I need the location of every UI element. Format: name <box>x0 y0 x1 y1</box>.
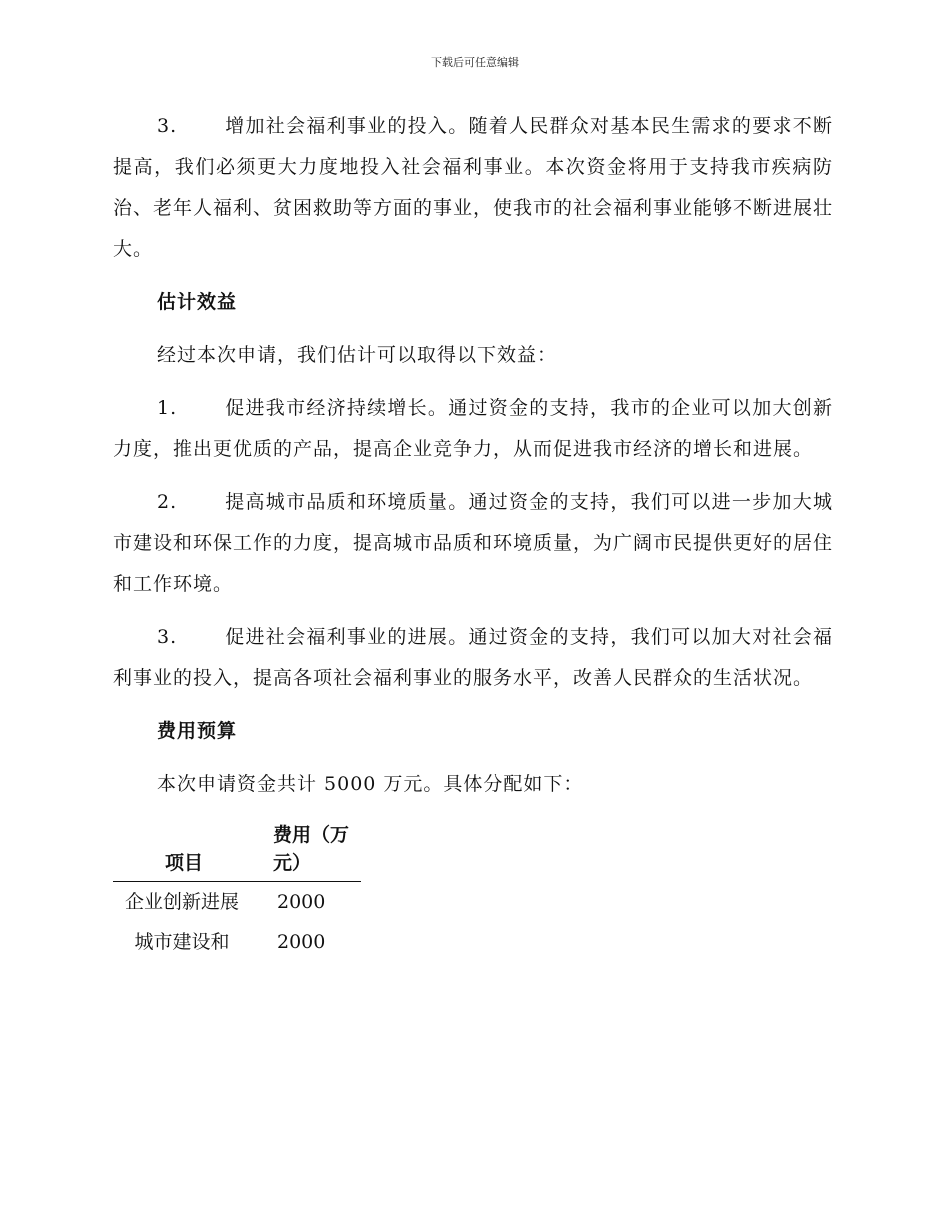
column-header-cost: 费用（万元） <box>273 824 350 874</box>
table-header-row <box>113 821 361 882</box>
list-item <box>113 388 833 470</box>
item-number: 3. <box>157 626 178 648</box>
item-text: 促进我市经济持续增长。通过资金的支持，我市的企业可以加大创新力度，推出更优质的产品，提高企业竞争力，从而促进我市经济的增长和进展。 <box>113 397 833 460</box>
item-text: 促进社会福利事业的进展。通过资金的支持，我们可以加大对社会福利事业的投入，提高各项社会福利事业的服务水平，改善人民群众的生活状况。 <box>113 626 833 689</box>
table-cell-cost: 2000 <box>277 891 326 913</box>
page-header: 下载后可任意编辑 <box>431 56 519 69</box>
item-text: 提高城市品质和环境质量。通过资金的支持，我们可以进一步加大城市建设和环保工作的力度，提高城市品质和环境质量，为广阔市民提供更好的居住和工作环境。 <box>113 491 834 595</box>
table-row <box>113 882 361 923</box>
section-heading-budget: 费用预算 <box>157 720 238 742</box>
table-row <box>113 922 361 962</box>
table-cell-project: 企业创新进展 <box>124 891 239 913</box>
benefit-intro: 经过本次申请，我们估计可以取得以下效益： <box>157 344 558 366</box>
list-item <box>113 482 833 605</box>
list-item <box>113 617 833 699</box>
section-heading-benefits: 估计效益 <box>157 291 238 313</box>
column-header-project: 项目 <box>164 852 203 874</box>
table-cell-project: 城市建设和 <box>134 931 230 953</box>
item-number: 3. <box>157 115 178 137</box>
document-body <box>113 106 833 962</box>
budget-table <box>113 821 361 962</box>
budget-intro: 本次申请资金共计 5000 万元。具体分配如下： <box>157 773 584 795</box>
list-item <box>113 106 833 270</box>
item-text: 增加社会福利事业的投入。随着人民群众对基本民生需求的要求不断提高，我们必须更大力度地投入社会福利事业。本次资金将用于支持我市疾病防治、老年人福利、贫困救助等方面的事业，使我市的社会福利事业能够不断进展壮大。 <box>113 115 834 260</box>
table-cell-cost: 2000 <box>277 931 326 953</box>
item-number: 1. <box>157 397 178 419</box>
item-number: 2. <box>157 491 178 513</box>
